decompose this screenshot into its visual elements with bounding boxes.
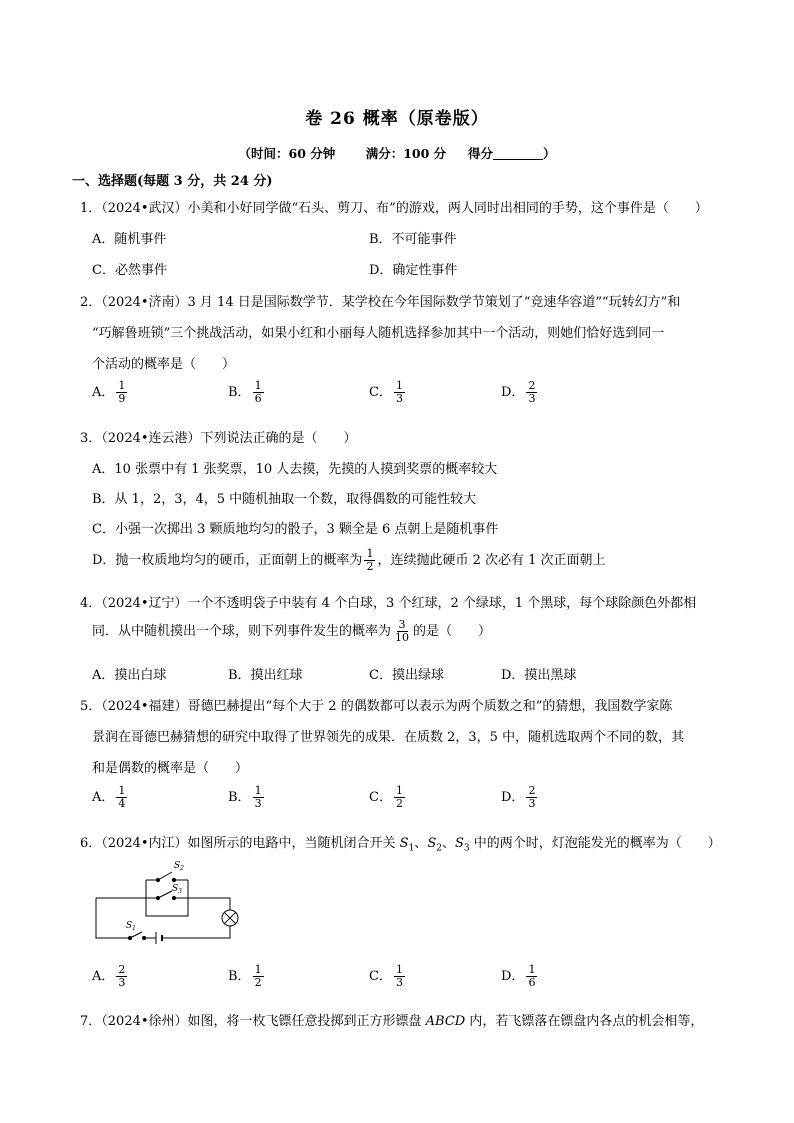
close-paren: ） (542, 146, 556, 161)
q4-option-b[interactable]: B．摸出红球 (228, 668, 303, 683)
q6-option-d[interactable]: D． $\frac{1}{6}$ (501, 963, 536, 989)
score-label: 满分：100 分 (365, 146, 447, 161)
q2-option-d[interactable]: D． $\frac{2}{3}$ (501, 379, 536, 405)
q5-option-d[interactable]: D． $\frac{2}{3}$ (501, 784, 536, 810)
q2-option-b[interactable]: B． $\frac{1}{6}$ (228, 379, 262, 405)
q4-option-a[interactable]: A．摸出白球 (92, 668, 167, 683)
q1-stem: 1．（2024•武汉）小美和小好同学做“石头、剪刀、布”的游戏，两人同时出相同的手势，这个事件是（ ） (80, 201, 708, 216)
q5-stem-line1: 5．（2024•福建）哥德巴赫提出“每个大于 2 的偶数都可以表示为两个质数之和”的猜想，我国数学家陈 (80, 699, 673, 714)
q3-stem: 3．（2024•连云港）下列说法正确的是（ ） (80, 431, 357, 446)
q6-option-b[interactable]: B． $\frac{1}{2}$ (228, 963, 262, 989)
section-heading: 一、选择题(每题 3 分，共 24 分) (72, 174, 273, 189)
q1-option-d[interactable]: D．确定性事件 (369, 263, 458, 278)
exam-info (0, 144, 794, 162)
q3-option-d[interactable]: D．抛一枚质地均匀的硬币，正面朝上的概率为 $\frac{1}{2}$ ，连续抛此硬币 2 次必有 1 次正面朝上 (92, 547, 606, 573)
q3-option-a[interactable]: A．10 张票中有 1 张奖票，10 人去摸，先摸的人摸到奖票的概率较大 (92, 462, 498, 477)
score-blank[interactable] (493, 147, 543, 160)
q5-option-b[interactable]: B． $\frac{1}{3}$ (228, 784, 262, 810)
q6-stem: 6．（2024•内江）如图所示的电路中，当随机闭合开关 $S_1$、$S_2$、$S_3$ 中的两个时，灯泡能发光的概率为（ ） (80, 836, 721, 854)
switch-s1-blade (130, 932, 142, 938)
label-s3: $S_3$ (172, 884, 182, 895)
q5-option-c[interactable]: C． $\frac{1}{2}$ (369, 784, 403, 810)
q4-option-d[interactable]: D．摸出黑球 (501, 668, 577, 683)
q1-option-c[interactable]: C．必然事件 (92, 263, 167, 278)
switch-s2-blade (158, 872, 172, 880)
label-s1: $S_1$ (126, 921, 136, 932)
q5-stem-line2: 景润在哥德巴赫猜想的研究中取得了世界领先的成果．在质数 2，3，5 中，随机选取两个不同的数，其 (92, 730, 685, 745)
got-label: 得分 (467, 146, 493, 161)
page-title: 卷 26 概率（原卷版） (305, 109, 489, 129)
label-s2: $S_2$ (174, 861, 184, 872)
q6-option-a[interactable]: A． $\frac{2}{3}$ (92, 963, 126, 989)
q1-option-b[interactable]: B．不可能事件 (369, 232, 457, 247)
q2-stem-line1: 2．（2024•济南）3 月 14 日是国际数学节．某学校在今年国际数学节策划了“竞速华容道”“玩转幻方”和 (80, 295, 681, 310)
q2-option-a[interactable]: A． $\frac{1}{9}$ (92, 379, 126, 405)
circuit-diagram (90, 858, 260, 948)
q1-option-a[interactable]: A．随机事件 (92, 232, 167, 247)
q6-option-c[interactable]: C． $\frac{1}{3}$ (369, 963, 403, 989)
q2-option-c[interactable]: C． $\frac{1}{3}$ (369, 379, 403, 405)
q3-option-b[interactable]: B．从 1，2，3，4，5 中随机抽取一个数，取得偶数的可能性较大 (92, 492, 477, 507)
time-label: （时间：60 分钟 (238, 146, 336, 161)
q7-stem: 7．（2024•徐州）如图，将一枚飞镖任意投掷到正方形镖盘 ABCD 内，若飞镖落在镖盘内各点的机会相等， (80, 1014, 704, 1029)
q2-stem-line2: “巧解鲁班锁”三个挑战活动，如果小红和小丽每人随机选择参加其中一个活动，则她们恰好选到同一 (92, 326, 665, 341)
switch-s3-blade (158, 891, 172, 898)
q5-option-a[interactable]: A． $\frac{1}{4}$ (92, 784, 126, 810)
q3-option-c[interactable]: C．小强一次掷出 3 颗质地均匀的骰子，3 颗全是 6 点朝上是随机事件 (92, 522, 499, 537)
q2-stem-line3: 个活动的概率是（ ） (92, 357, 236, 372)
q5-stem-line3: 和是偶数的概率是（ ） (92, 761, 249, 776)
q4-stem-line2: 同．从中随机摸出一个球，则下列事件发生的概率为 $\frac{3}{10}$ 的是（ ） (92, 618, 492, 644)
q4-stem-line1: 4．（2024•辽宁）一个不透明袋子中装有 4 个白球，3 个红球，2 个绿球，1 个黑球，每个球除颜色外都相 (80, 596, 697, 611)
q4-option-c[interactable]: C．摸出绿球 (369, 668, 444, 683)
